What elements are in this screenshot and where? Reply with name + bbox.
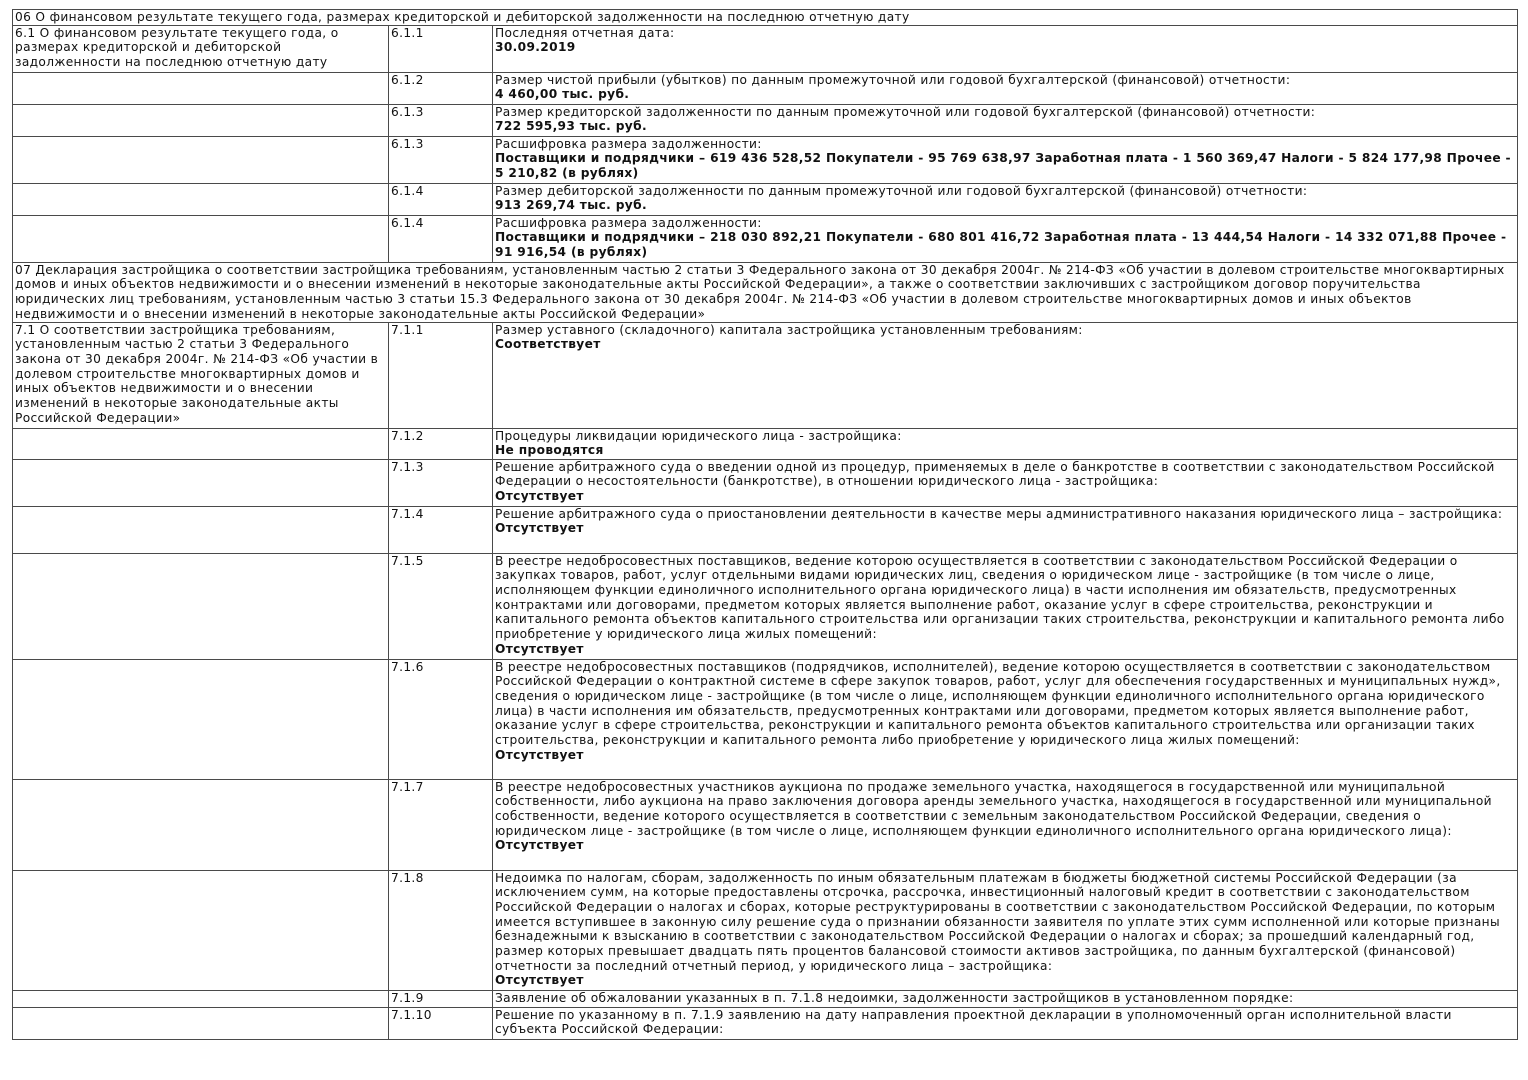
table-row [13, 1007, 1518, 1039]
item-content [493, 870, 1518, 990]
item-number: 7.1.1 [389, 322, 493, 428]
subsection-6-1-title: 6.1 О финансовом результате текущего года, о размерах кредиторской и дебиторской задолженности на последнюю отчетную дату [13, 25, 389, 72]
table-row [13, 659, 1518, 779]
declaration-table [12, 9, 1518, 1040]
item-number: 6.1.2 [389, 72, 493, 104]
subsection-7-1-title: 7.1 О соответствии застройщика требованиям, установленным частью 2 статьи 3 Федерального закона от 30 декабря 2004г. № 214-ФЗ «Об участии в долевом строительстве многоквартирных домов и иных объектов недвижимости и о внесении изменений в некоторые законодательные акты Российской Федерации» [13, 322, 389, 428]
item-value: Отсутствует [495, 521, 584, 536]
item-label: В реестре недобросовестных участников аукциона по продаже земельного участка, находящегося в государственной или муниципальной собственности, либо аукциона на право заключения договора аренды земельного участка, находящегося в государственной или муниципальной собственности, ведение которого осуществляется в соответствии с земельным законодательством Российской Федерации, сведения о юридическом лице - застройщике (в том числе о лице, исполняющем функции единоличного исполнительного органа юридического лица): [495, 779, 1492, 838]
item-number: 7.1.5 [389, 553, 493, 659]
item-content [493, 136, 1518, 183]
item-content [493, 506, 1518, 553]
table-row [13, 428, 1518, 459]
empty-cell [13, 659, 389, 779]
item-value: Отсутствует [495, 973, 584, 988]
empty-cell [13, 870, 389, 990]
item-value: Поставщики и подрядчики – 619 436 528,52 Покупатели - 95 769 638,97 Заработная плата - 1 560 369,47 Налоги - 5 824 177,98 Прочее - 5 210,82 (в рублях) [495, 151, 1511, 181]
section-7-header: 07 Декларация застройщика о соответствии застройщика требованиям, установленным частью 2 статьи 3 Федерального закона от 30 декабря 2004г. № 214-ФЗ «Об участии в долевом строительстве многоквартирных домов и иных объектов недвижимости и о внесении изменений в некоторые законодательные акты Российской Федерации», а также о соответствии заключивших с застройщиком договор поручительства юридических лиц требованиям, установленным частью 3 статьи 15.3 Федерального закона от 30 декабря 2004г. № 214-ФЗ «Об участии в долевом строительстве многоквартирных домов и иных объектов недвижимости и о внесении изменений в некоторые законодательные акты Российской Федерации» [13, 262, 1518, 322]
item-number: 7.1.4 [389, 506, 493, 553]
empty-cell [13, 779, 389, 870]
empty-cell [13, 428, 389, 459]
table-row [13, 779, 1518, 870]
table-row [13, 506, 1518, 553]
item-value: Отсутствует [495, 488, 584, 503]
item-label: Размер дебиторской задолженности по данным промежуточной или годовой бухгалтерской (финансовой) отчетности: [495, 183, 1308, 198]
item-content [493, 72, 1518, 104]
item-number: 7.1.9 [389, 990, 493, 1007]
table-row [13, 25, 1518, 72]
item-value: Поставщики и подрядчики – 218 030 892,21 Покупатели - 680 801 416,72 Заработная плата - 13 444,54 Налоги - 14 332 071,88 Прочее - 91 916,54 (в рублях) [495, 230, 1507, 260]
item-number: 7.1.6 [389, 659, 493, 779]
empty-cell [13, 104, 389, 136]
item-label: Расшифровка размера задолженности: [495, 136, 762, 151]
empty-cell [13, 459, 389, 506]
item-label: Размер уставного (складочного) капитала застройщика установленным требованиям: [495, 322, 1083, 337]
item-label: Решение по указанному в п. 7.1.9 заявлению на дату направления проектной декларации в уполномоченный орган исполнительной власти субъекта Российской Федерации: [495, 1007, 1452, 1037]
item-value: Отсутствует [495, 747, 584, 762]
table-row [13, 870, 1518, 990]
item-label: Размер кредиторской задолженности по данным промежуточной или годовой бухгалтерской (финансовой) отчетности: [495, 104, 1316, 119]
table-row [13, 183, 1518, 215]
item-label: В реестре недобросовестных поставщиков (подрядчиков, исполнителей), ведение которою осуществляется в соответствии с законодательством Российской Федерации о контрактной системе в сфере закупок товаров, работ, услуг для обеспечения государственных и муниципальных нужд», сведения о юридическом лице - застройщике (в том числе о лице, исполняющем функции единоличного исполнительного органа юридического лица) в части исполнения им обязательств, предусмотренных контрактами или договорами, предметом которых является выполнение работ, оказание услуг в сфере строительства, реконструкции и капитального ремонта объектов капитального строительства или организации таких строительства, реконструкции и капитального ремонта либо приобретение у юридического лица жилых помещений: [495, 659, 1501, 748]
empty-cell [13, 215, 389, 262]
item-label: Размер чистой прибыли (убытков) по данным промежуточной или годовой бухгалтерской (финансовой) отчетности: [495, 72, 1291, 87]
item-value: Отсутствует [495, 641, 584, 656]
item-number: 6.1.3 [389, 104, 493, 136]
item-content [493, 25, 1518, 72]
item-label: Заявление об обжаловании указанных в п. 7.1.8 недоимки, задолженности застройщиков в установленном порядке: [495, 990, 1294, 1005]
item-number: 6.1.4 [389, 183, 493, 215]
item-number: 7.1.7 [389, 779, 493, 870]
item-number: 7.1.2 [389, 428, 493, 459]
empty-cell [13, 506, 389, 553]
item-value: Не проводятся [495, 443, 604, 458]
item-content [493, 990, 1518, 1007]
item-number: 7.1.8 [389, 870, 493, 990]
item-label: Недоимка по налогам, сборам, задолженность по иным обязательным платежам в бюджеты бюджетной системы Российской Федерации (за исключением сумм, на которые предоставлены отсрочка, рассрочка, инвестиционный налоговый кредит в соответствии с законодательством Российской Федерации о налогах и сборах, которые реструктурированы в соответствии с законодательством Российской Федерации, по которым имеется вступившее в законную силу решение суда о признании обязанности заявителя по уплате этих сумм исполненной или которые признаны безнадежными к взысканию в соответствии с законодательством Российской Федерации о налогах и сборах; за прошедший календарный год, размер которых превышает двадцать пять процентов балансовой стоимости активов застройщика, по данным бухгалтерской (финансовой) отчетности за последний отчетный период, у юридического лица – застройщика: [495, 870, 1500, 973]
item-number: 7.1.3 [389, 459, 493, 506]
empty-cell [13, 72, 389, 104]
item-content [493, 553, 1518, 659]
table-row [13, 215, 1518, 262]
item-label: Процедуры ликвидации юридического лица - застройщика: [495, 428, 902, 443]
item-label: Решение арбитражного суда о приостановлении деятельности в качестве меры административного наказания юридического лица – застройщика: [495, 506, 1503, 521]
table-row [13, 136, 1518, 183]
table-row [13, 990, 1518, 1007]
item-number: 6.1.3 [389, 136, 493, 183]
table-row [13, 104, 1518, 136]
item-number: 6.1.4 [389, 215, 493, 262]
item-value: Соответствует [495, 337, 601, 352]
table-row [13, 322, 1518, 428]
item-content [493, 215, 1518, 262]
item-value: Отсутствует [495, 838, 584, 853]
item-label: Расшифровка размера задолженности: [495, 215, 762, 230]
item-content [493, 322, 1518, 428]
item-content [493, 1007, 1518, 1039]
item-label: Решение арбитражного суда о введении одной из процедур, применяемых в деле о банкротстве в соответствии с законодательством Российской Федерации о несостоятельности (банкротстве), в отношении юридического лица - застройщика: [495, 459, 1495, 489]
table-row [13, 459, 1518, 506]
item-label: В реестре недобросовестных поставщиков, ведение которою осуществляется в соответствии с законодательством Российской Федерации о закупках товаров, работ, услуг отдельными видами юридических лиц, сведения о юридическом лице - застройщике (в том числе о лице, исполняющем функции единоличного исполнительного органа юридического лица) в части исполнения им обязательств, предусмотренных контрактами или договорами, предметом которых является выполнение работ, оказание услуг в сфере строительства, реконструкции и капитального ремонта объектов капитального строительства или организации таких строительства, реконструкции и капитального ремонта либо приобретение у юридического лица жилых помещений: [495, 553, 1505, 642]
empty-cell [13, 1007, 389, 1039]
item-label: Последняя отчетная дата: [495, 25, 675, 40]
item-number: 6.1.1 [389, 25, 493, 72]
table-row [13, 553, 1518, 659]
item-value: 722 595,93 тыс. руб. [495, 119, 647, 134]
item-content [493, 104, 1518, 136]
item-value: 4 460,00 тыс. руб. [495, 87, 630, 102]
empty-cell [13, 990, 389, 1007]
item-content [493, 659, 1518, 779]
item-content [493, 428, 1518, 459]
item-value: 913 269,74 тыс. руб. [495, 198, 647, 213]
item-number: 7.1.10 [389, 1007, 493, 1039]
empty-cell [13, 553, 389, 659]
section-header-row [13, 262, 1518, 322]
empty-cell [13, 136, 389, 183]
item-content [493, 779, 1518, 870]
empty-cell [13, 183, 389, 215]
section-header-row [13, 10, 1518, 26]
item-content [493, 183, 1518, 215]
item-content [493, 459, 1518, 506]
table-row [13, 72, 1518, 104]
item-value: 30.09.2019 [495, 40, 576, 55]
section-6-header: 06 О финансовом результате текущего года, размерах кредиторской и дебиторской задолженности на последнюю отчетную дату [13, 10, 1518, 26]
